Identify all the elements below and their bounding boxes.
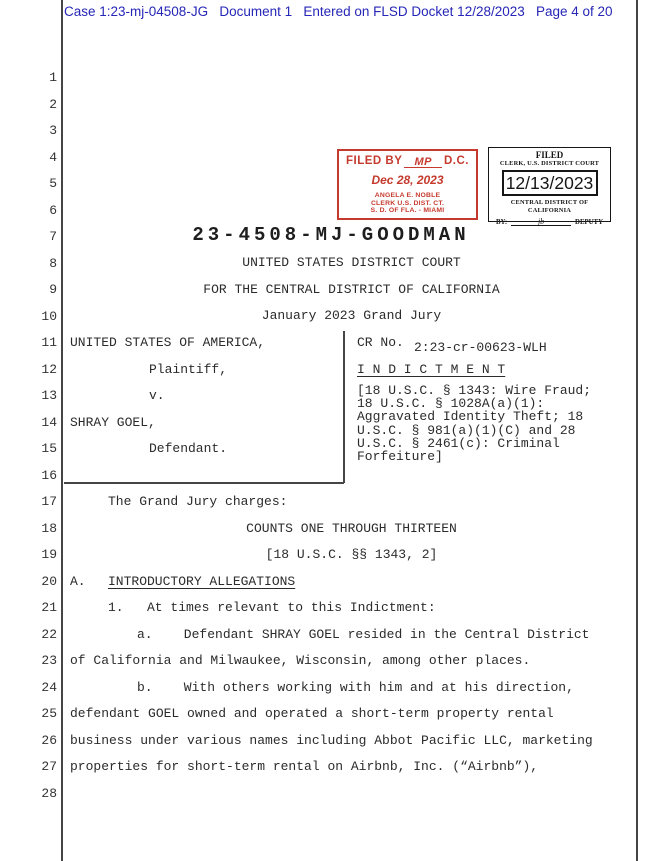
- stamp-black-district-label: CENTRAL DISTRICT OF CALIFORNIA: [510, 199, 589, 214]
- line-number: 1: [49, 70, 57, 85]
- subparagraph-b-cont: properties for short-term rental on Airbnb, Inc. (“Airbnb”),: [70, 759, 539, 774]
- line-number: 3: [49, 123, 57, 138]
- stamp-red-dc-label: D.C.: [444, 155, 469, 167]
- charges-statute-line: [18 U.S.C. § 1343: Wire Fraud;: [357, 383, 592, 398]
- stamp-filed-sd-florida: [337, 149, 478, 220]
- line-number: 19: [41, 547, 57, 562]
- court-name: UNITED STATES DISTRICT COURT: [242, 255, 461, 270]
- subparagraph-a: a. Defendant SHRAY GOEL resided in the Central District: [137, 626, 590, 642]
- line-number: 4: [49, 149, 57, 165]
- case-number: 23-4508-MJ-GOODMAN: [192, 224, 470, 246]
- charging-line: The Grand Jury charges:: [108, 494, 288, 509]
- paragraph-1: 1. At times relevant to this Indictment:: [108, 600, 436, 615]
- defendant-role: Defendant.: [149, 441, 228, 456]
- stamp-black-clerk-label: CLERK, U.S. DISTRICT COURT: [499, 160, 600, 167]
- line-number: 2: [49, 96, 57, 112]
- line-number: 17: [41, 494, 57, 509]
- counts-heading: COUNTS ONE THROUGH THIRTEEN: [246, 520, 457, 536]
- stamp-black-filed-label: FILED: [535, 150, 564, 160]
- section-title: INTRODUCTORY ALLEGATIONS: [108, 573, 296, 589]
- line-number: 18: [41, 520, 57, 536]
- line-number: 7: [49, 229, 57, 244]
- line-number: 15: [41, 441, 57, 456]
- subparagraph-b: b. With others working with him and at his direction,: [137, 679, 574, 695]
- stamp-black-date: 12/13/2023: [502, 170, 598, 196]
- line-number: 5: [49, 176, 57, 191]
- right-margin-rule: [636, 0, 638, 861]
- charges-statute-line: Aggravated Identity Theft; 18: [357, 409, 584, 425]
- charges-statute-block: [357, 384, 591, 463]
- charges-statute-line: U.S.C. § 2461(c): Criminal: [357, 435, 560, 451]
- line-number: 11: [41, 335, 57, 350]
- docket-header: Case 1:23-mj-04508-JG Document 1 Entered on FLSD Docket 12/28/2023 Page 4 of 20: [64, 4, 613, 19]
- stamp-red-clerk-name: ANGELA E. NOBLE: [374, 192, 441, 199]
- section-letter: A.: [70, 573, 86, 589]
- stamp-black-by-label: BY:: [496, 219, 508, 226]
- counts-statute: [18 U.S.C. §§ 1343, 2]: [265, 547, 438, 562]
- line-number: 23: [41, 653, 57, 668]
- stamp-red-filed-by-row: [346, 155, 469, 167]
- subparagraph-b-cont: business under various names including Abbot Pacific LLC, marketing: [70, 732, 593, 748]
- caption-divider-vertical: [343, 331, 345, 483]
- indictment-title: I N D I C T M E N T: [357, 361, 506, 377]
- line-number: 28: [41, 785, 57, 801]
- line-number: 9: [49, 282, 57, 297]
- line-number: 12: [41, 361, 57, 377]
- cr-number-value: 2:23-cr-00623-WLH: [414, 340, 547, 355]
- plaintiff-role: Plaintiff,: [149, 361, 228, 377]
- line-number: 24: [41, 679, 57, 695]
- versus: v.: [149, 388, 165, 403]
- line-number: 6: [49, 202, 57, 218]
- line-number: 10: [41, 308, 57, 324]
- stamp-filed-cd-california: [488, 147, 611, 226]
- stamp-red-date: Dec 28, 2023: [371, 173, 444, 187]
- line-number: 14: [41, 414, 57, 430]
- line-number: 21: [41, 600, 57, 615]
- caption-divider-horizontal: [64, 482, 344, 484]
- line-number: 8: [49, 255, 57, 271]
- line-number: 25: [41, 706, 57, 721]
- line-number: 26: [41, 732, 57, 748]
- line-number: 13: [41, 388, 57, 403]
- stamp-black-deputy-label: DEPUTY: [575, 219, 603, 226]
- stamp-red-initials: MP: [404, 157, 442, 168]
- cr-number-label: CR No.: [357, 335, 404, 350]
- stamp-red-filed-by-label: FILED BY: [346, 155, 403, 167]
- charges-statute-line: Forfeiture]: [357, 449, 443, 465]
- grand-jury-term: January 2023 Grand Jury: [261, 308, 442, 323]
- stamp-red-clerk-district: S. D. OF FLA. - MIAMI: [370, 207, 445, 215]
- defendant-name: SHRAY GOEL,: [70, 414, 156, 430]
- plaintiff-name: UNITED STATES OF AMERICA,: [70, 335, 266, 350]
- left-margin-double-rule: [61, 0, 63, 861]
- subparagraph-b-cont: defendant GOEL owned and operated a short-term property rental: [70, 706, 554, 721]
- line-number: 27: [41, 759, 57, 774]
- line-number: 22: [41, 626, 57, 642]
- line-number: 16: [41, 467, 57, 483]
- line-number: 20: [41, 573, 57, 589]
- charges-statute-line: U.S.C. § 981(a)(1)(C) and 28: [357, 422, 576, 438]
- court-district: FOR THE CENTRAL DISTRICT OF CALIFORNIA: [203, 281, 500, 297]
- charges-statute-line: 18 U.S.C. § 1028A(a)(1):: [357, 396, 545, 412]
- stamp-red-clerk-title: CLERK U.S. DIST. CT.: [370, 199, 445, 207]
- subparagraph-a-cont: of California and Milwaukee, Wisconsin, among other places.: [70, 653, 531, 668]
- section-heading: [70, 569, 295, 596]
- stamp-black-deputy-initials: jb: [511, 218, 571, 226]
